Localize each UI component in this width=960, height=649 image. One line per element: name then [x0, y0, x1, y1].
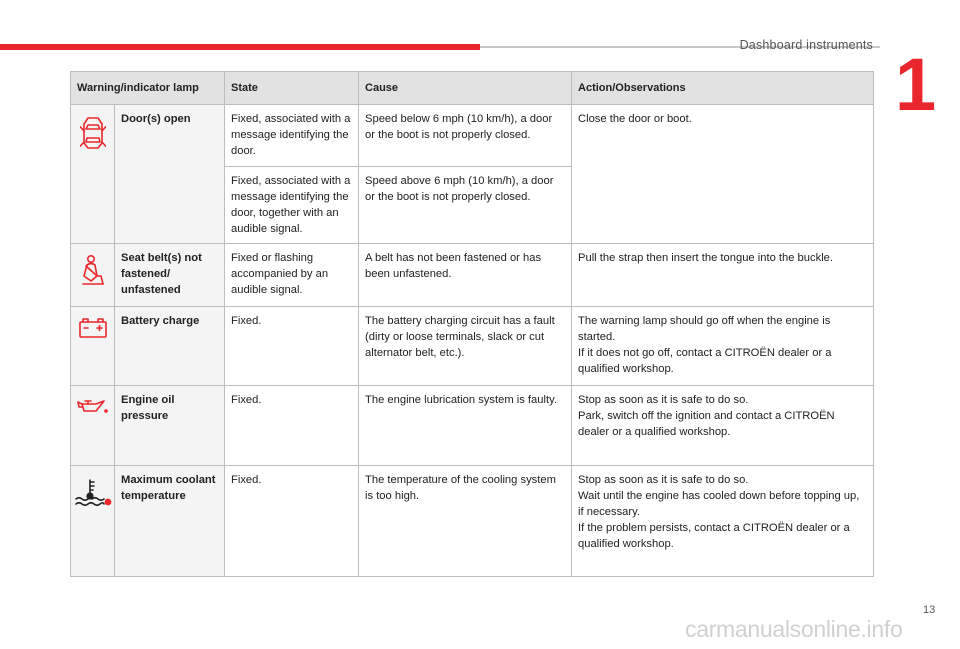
action-cell: Pull the strap then insert the tongue into the buckle.: [572, 244, 874, 307]
lamp-name: Battery charge: [115, 307, 225, 386]
column-header-action: Action/Observations: [572, 72, 874, 105]
seat-belt-icon-cell: [71, 244, 115, 307]
watermark: carmanualsonline.info: [685, 616, 903, 642]
seat-belt-icon: [79, 254, 107, 288]
table-row: [71, 307, 874, 386]
action-line: Park, switch off the ignition and contact a CITROËN dealer or a qualified workshop.: [578, 410, 835, 438]
action-line: Wait until the engine has cooled down before topping up, if necessary.: [578, 490, 860, 518]
lamp-name: Seat belt(s) not fastened/ unfastened: [115, 244, 225, 307]
cause-cell: Speed below 6 mph (10 km/h), a door or the boot is not properly closed.: [359, 105, 572, 167]
cause-cell: The engine lubrication system is faulty.: [359, 386, 572, 466]
cause-cell: Speed above 6 mph (10 km/h), a door or the boot is not properly closed.: [359, 167, 572, 244]
action-cell: Close the door or boot.: [572, 105, 874, 244]
table-row: [71, 386, 874, 466]
action-cell: [572, 466, 874, 577]
coolant-icon-cell: [71, 466, 115, 577]
state-cell: Fixed.: [225, 386, 359, 466]
table-row: [71, 105, 874, 167]
door-open-icon: [80, 115, 106, 151]
lamp-name: Maximum coolant temperature: [115, 466, 225, 577]
action-line: If it does not go off, contact a CITROËN dealer or a qualified workshop.: [578, 347, 832, 375]
state-cell: Fixed, associated with a message identifying the door.: [225, 105, 359, 167]
state-cell: Fixed.: [225, 307, 359, 386]
lamp-name: Door(s) open: [115, 105, 225, 244]
oil-can-icon: [76, 396, 110, 418]
chapter-number: 1: [895, 43, 937, 126]
lamp-name: Engine oil pressure: [115, 386, 225, 466]
section-title: Dashboard instruments: [739, 38, 873, 52]
coolant-temperature-icon: [74, 476, 112, 508]
table-row: [71, 466, 874, 577]
state-cell: Fixed.: [225, 466, 359, 577]
state-cell: Fixed or flashing accompanied by an audible signal.: [225, 244, 359, 307]
warning-lamp-table: [70, 71, 874, 577]
action-line: Stop as soon as it is safe to do so.: [578, 394, 749, 406]
page-number: 13: [923, 604, 936, 616]
door-icon-cell: [71, 105, 115, 244]
column-header-state: State: [225, 72, 359, 105]
battery-icon-cell: [71, 307, 115, 386]
action-cell: [572, 307, 874, 386]
table-header-row: [71, 72, 874, 105]
cause-cell: The battery charging circuit has a fault (dirty or loose terminals, slack or cut alternator belt, etc.).: [359, 307, 572, 386]
cause-cell: The temperature of the cooling system is too high.: [359, 466, 572, 577]
action-line: The warning lamp should go off when the engine is started.: [578, 315, 831, 343]
column-header-lamp: Warning/indicator lamp: [71, 72, 225, 105]
action-line: If the problem persists, contact a CITROËN dealer or a qualified workshop.: [578, 522, 850, 550]
cause-cell: A belt has not been fastened or has been unfastened.: [359, 244, 572, 307]
state-cell: Fixed, associated with a message identifying the door, together with an audible signal.: [225, 167, 359, 244]
action-line: Stop as soon as it is safe to do so.: [578, 474, 749, 486]
battery-icon: [78, 317, 108, 339]
action-cell: [572, 386, 874, 466]
column-header-cause: Cause: [359, 72, 572, 105]
table-row: [71, 244, 874, 307]
oil-icon-cell: [71, 386, 115, 466]
red-accent-bar: [0, 44, 480, 50]
